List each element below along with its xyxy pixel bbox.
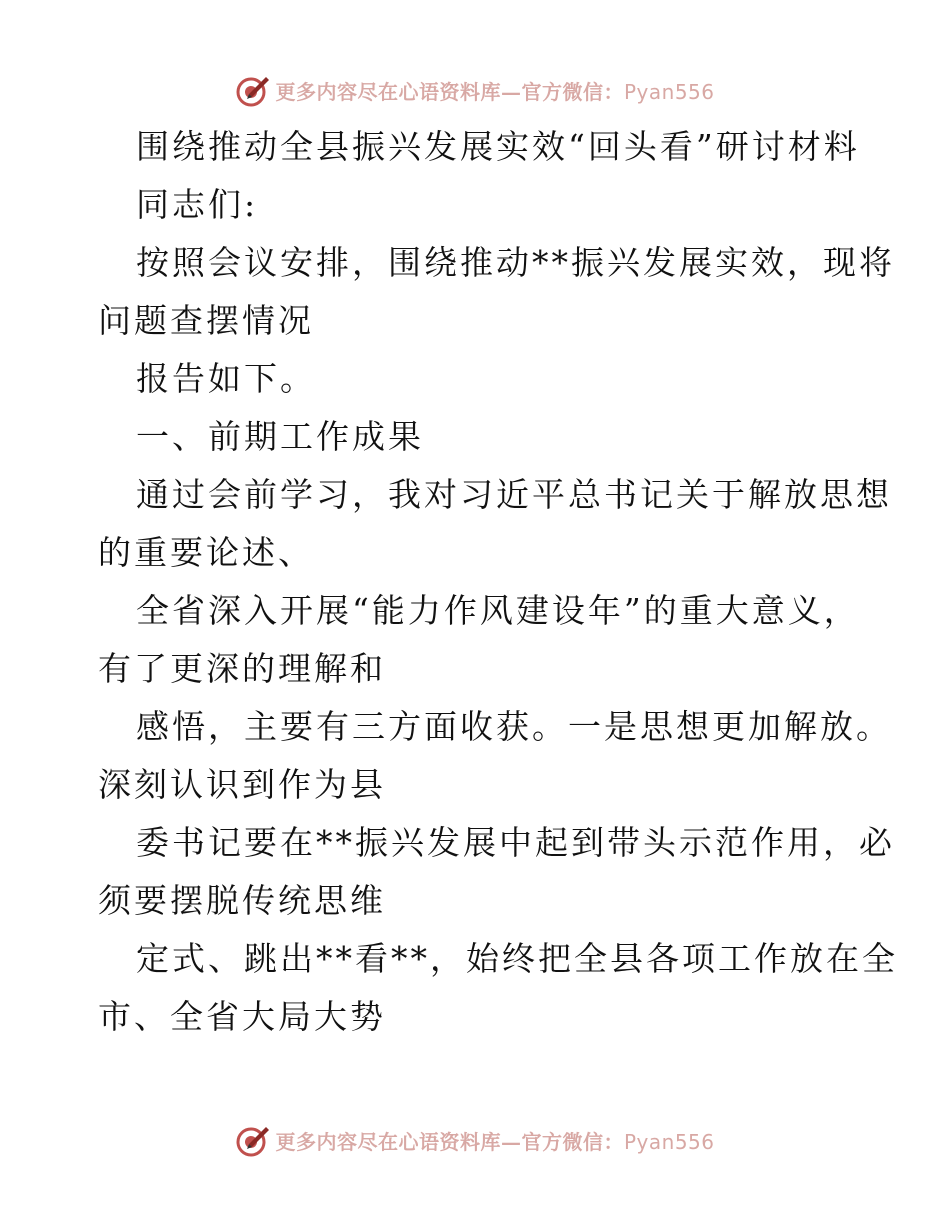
red-pen-circle-icon	[235, 1122, 271, 1158]
header-watermark	[0, 70, 950, 110]
paragraph-line: 定式、跳出**看**，始终把全县各项工作放在全	[136, 939, 898, 978]
paragraph-line: 全省深入开展“能力作风建设年”的重大意义，	[136, 591, 860, 630]
watermark-text: 更多内容尽在心语资料库—官方微信：Pyan556	[275, 1129, 715, 1154]
paragraph-line: 市、全省大局大势	[98, 997, 386, 1036]
paragraph-line: 报告如下。	[136, 359, 316, 398]
document-title: 围绕推动全县振兴发展实效“回头看”研讨材料	[136, 127, 860, 166]
paragraph-line: 的重要论述、	[98, 533, 314, 572]
salutation: 同志们:	[136, 185, 259, 224]
section-heading: 一、前期工作成果	[136, 417, 424, 456]
paragraph-line: 须要摆脱传统思维	[98, 881, 386, 920]
paragraph-line: 有了更深的理解和	[98, 649, 386, 688]
document-body	[98, 118, 898, 1046]
footer-watermark	[0, 1120, 950, 1160]
paragraph-line: 感悟，主要有三方面收获。一是思想更加解放。	[136, 707, 892, 746]
paragraph-line: 按照会议安排，围绕推动**振兴发展实效，现将	[136, 243, 895, 282]
paragraph-line: 通过会前学习，我对习近平总书记关于解放思想	[136, 475, 892, 514]
red-pen-circle-icon	[235, 72, 271, 108]
watermark-text: 更多内容尽在心语资料库—官方微信：Pyan556	[275, 79, 715, 104]
paragraph-line: 深刻认识到作为县	[98, 765, 386, 804]
paragraph-line: 问题查摆情况	[98, 301, 314, 340]
paragraph-line: 委书记要在**振兴发展中起到带头示范作用，必	[136, 823, 895, 862]
